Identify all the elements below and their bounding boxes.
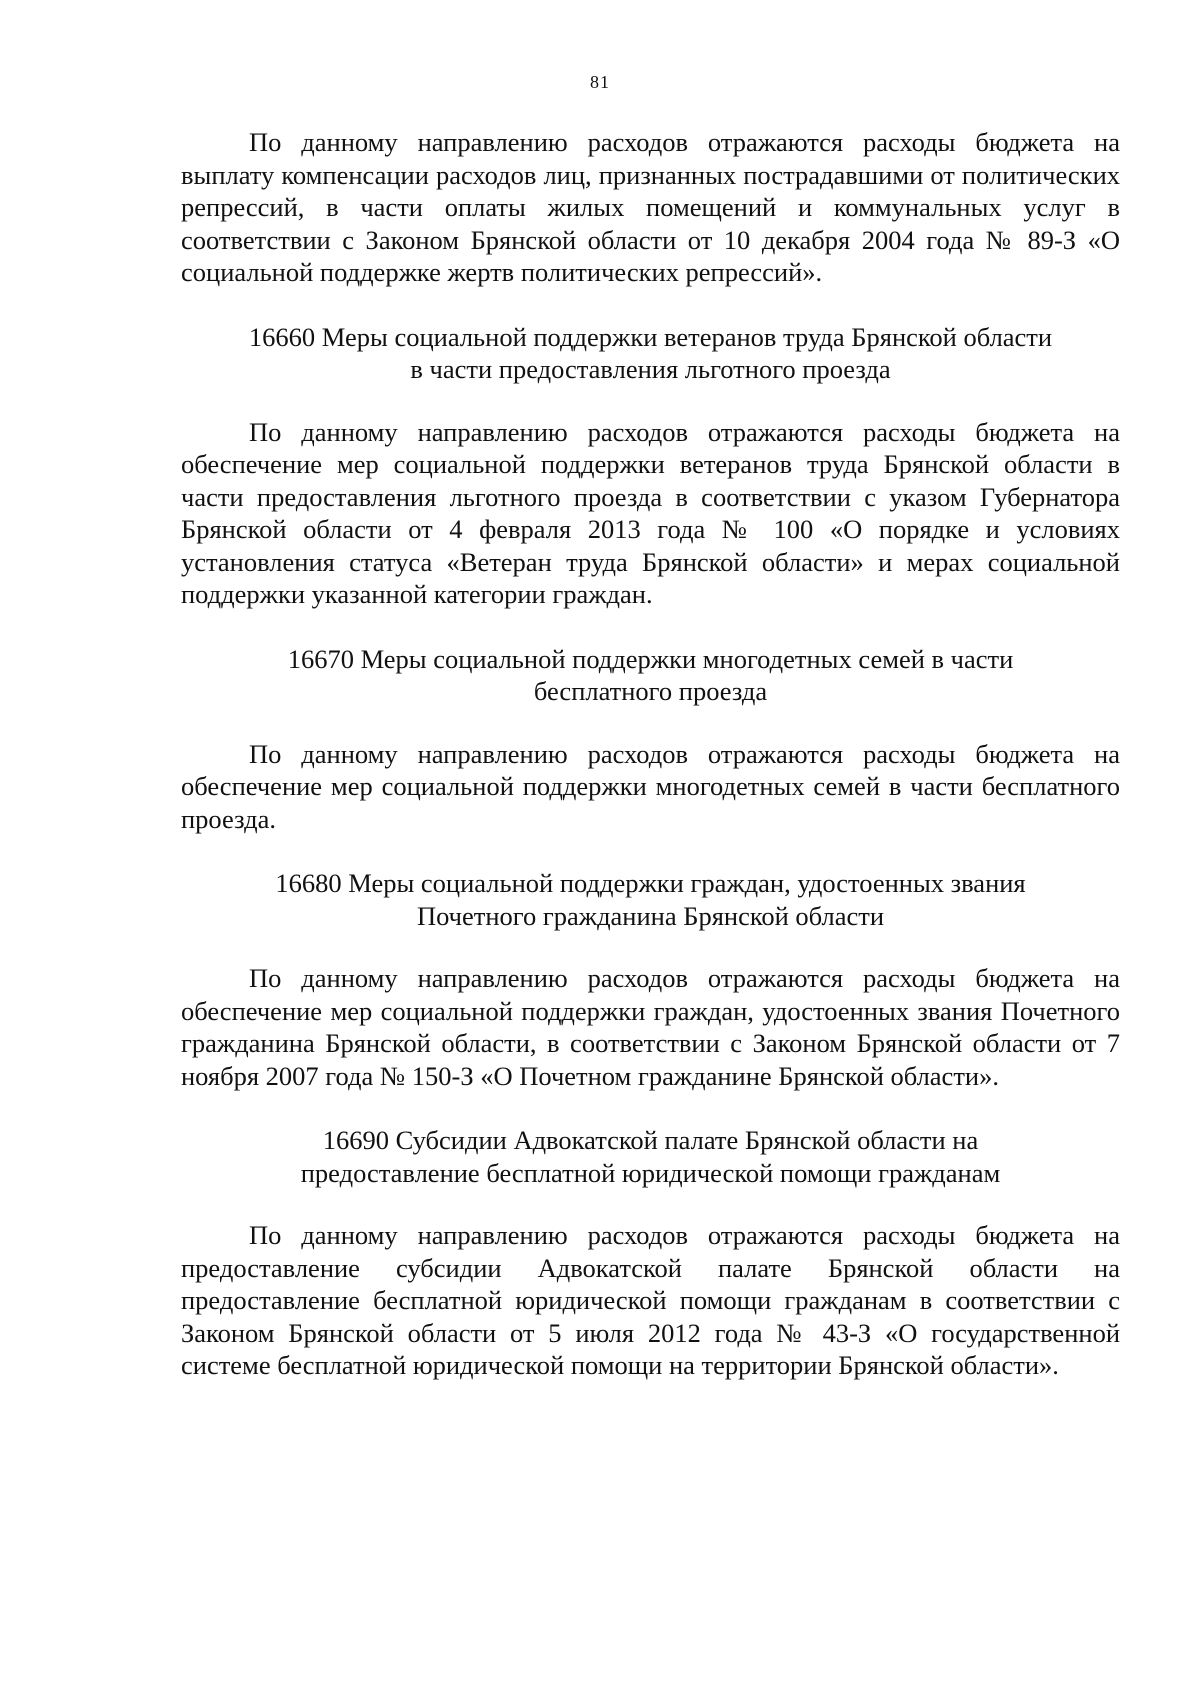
heading-16660-line-2: в части предоставления льготного проезда — [410, 354, 891, 384]
heading-16660 — [181, 321, 1120, 386]
paragraph-legal-aid-subsidy: По данному направлению расходов отражаются расходы бюджета на предоставление субсидии Адвокатской палате Брянской области на предоставление бесплатной юридической помощи гражданам в соответствии с Законом Брянской области от 5 июля 2012 года № 43-З «О государственной системе бесплатной юридической помощи на территории Брянской области». — [181, 1220, 1120, 1380]
document-body — [181, 126, 1120, 1382]
paragraph-repression-compensation: По данному направлению расходов отражаются расходы бюджета на выплату компенсации расходов лиц, признанных пострадавшими от политических репрессий, в части оплаты жилых помещений и коммунальных услуг в соответствии с Законом Брянской области от 10 декабря 2004 года № 89-З «О социальной поддержке жертв политических репрессий». — [181, 127, 1120, 287]
heading-16690 — [181, 1124, 1120, 1189]
heading-16670-line-2: бесплатного проезда — [533, 676, 768, 706]
heading-16690-line-2: предоставление бесплатной юридической помощи гражданам — [300, 1157, 1001, 1188]
heading-16660-line-1: 16660 Меры социальной поддержки ветеранов труда Брянской области — [248, 321, 1053, 352]
heading-16670 — [181, 643, 1120, 708]
heading-16670-line-1: 16670 Меры социальной поддержки многодетных семей в части — [287, 643, 1014, 674]
page-number: 81 — [590, 72, 610, 92]
paragraph-large-families-travel: По данному направлению расходов отражаются расходы бюджета на обеспечение мер социальной поддержки многодетных семей в части бесплатного проезда. — [181, 738, 1120, 834]
paragraph-honorary-citizens: По данному направлению расходов отражаются расходы бюджета на обеспечение мер социальной поддержки граждан, удостоенных звания Почетного гражданина Брянской области, в соответствии с Законом Брянской области от 7 ноября 2007 года № 150-З «О Почетном гражданине Брянской области». — [181, 963, 1120, 1091]
heading-16680 — [181, 867, 1120, 932]
heading-16680-line-1: 16680 Меры социальной поддержки граждан, удостоенных звания — [275, 868, 1026, 898]
paragraph-labor-veterans-travel: По данному направлению расходов отражаются расходы бюджета на обеспечение мер социальной поддержки ветеранов труда Брянской области в части предоставления льготного проезда в соответствии с указом Губернатора Брянской области от 4 февраля 2013 года № 100 «О порядке и условиях установления статуса «Ветеран труда Брянской области» и мерах социальной поддержки указанной категории граждан. — [181, 416, 1120, 609]
heading-16690-line-1: 16690 Субсидии Адвокатской палате Брянской области на — [322, 1125, 979, 1155]
heading-16680-line-2: Почетного гражданина Брянской области — [416, 900, 885, 931]
